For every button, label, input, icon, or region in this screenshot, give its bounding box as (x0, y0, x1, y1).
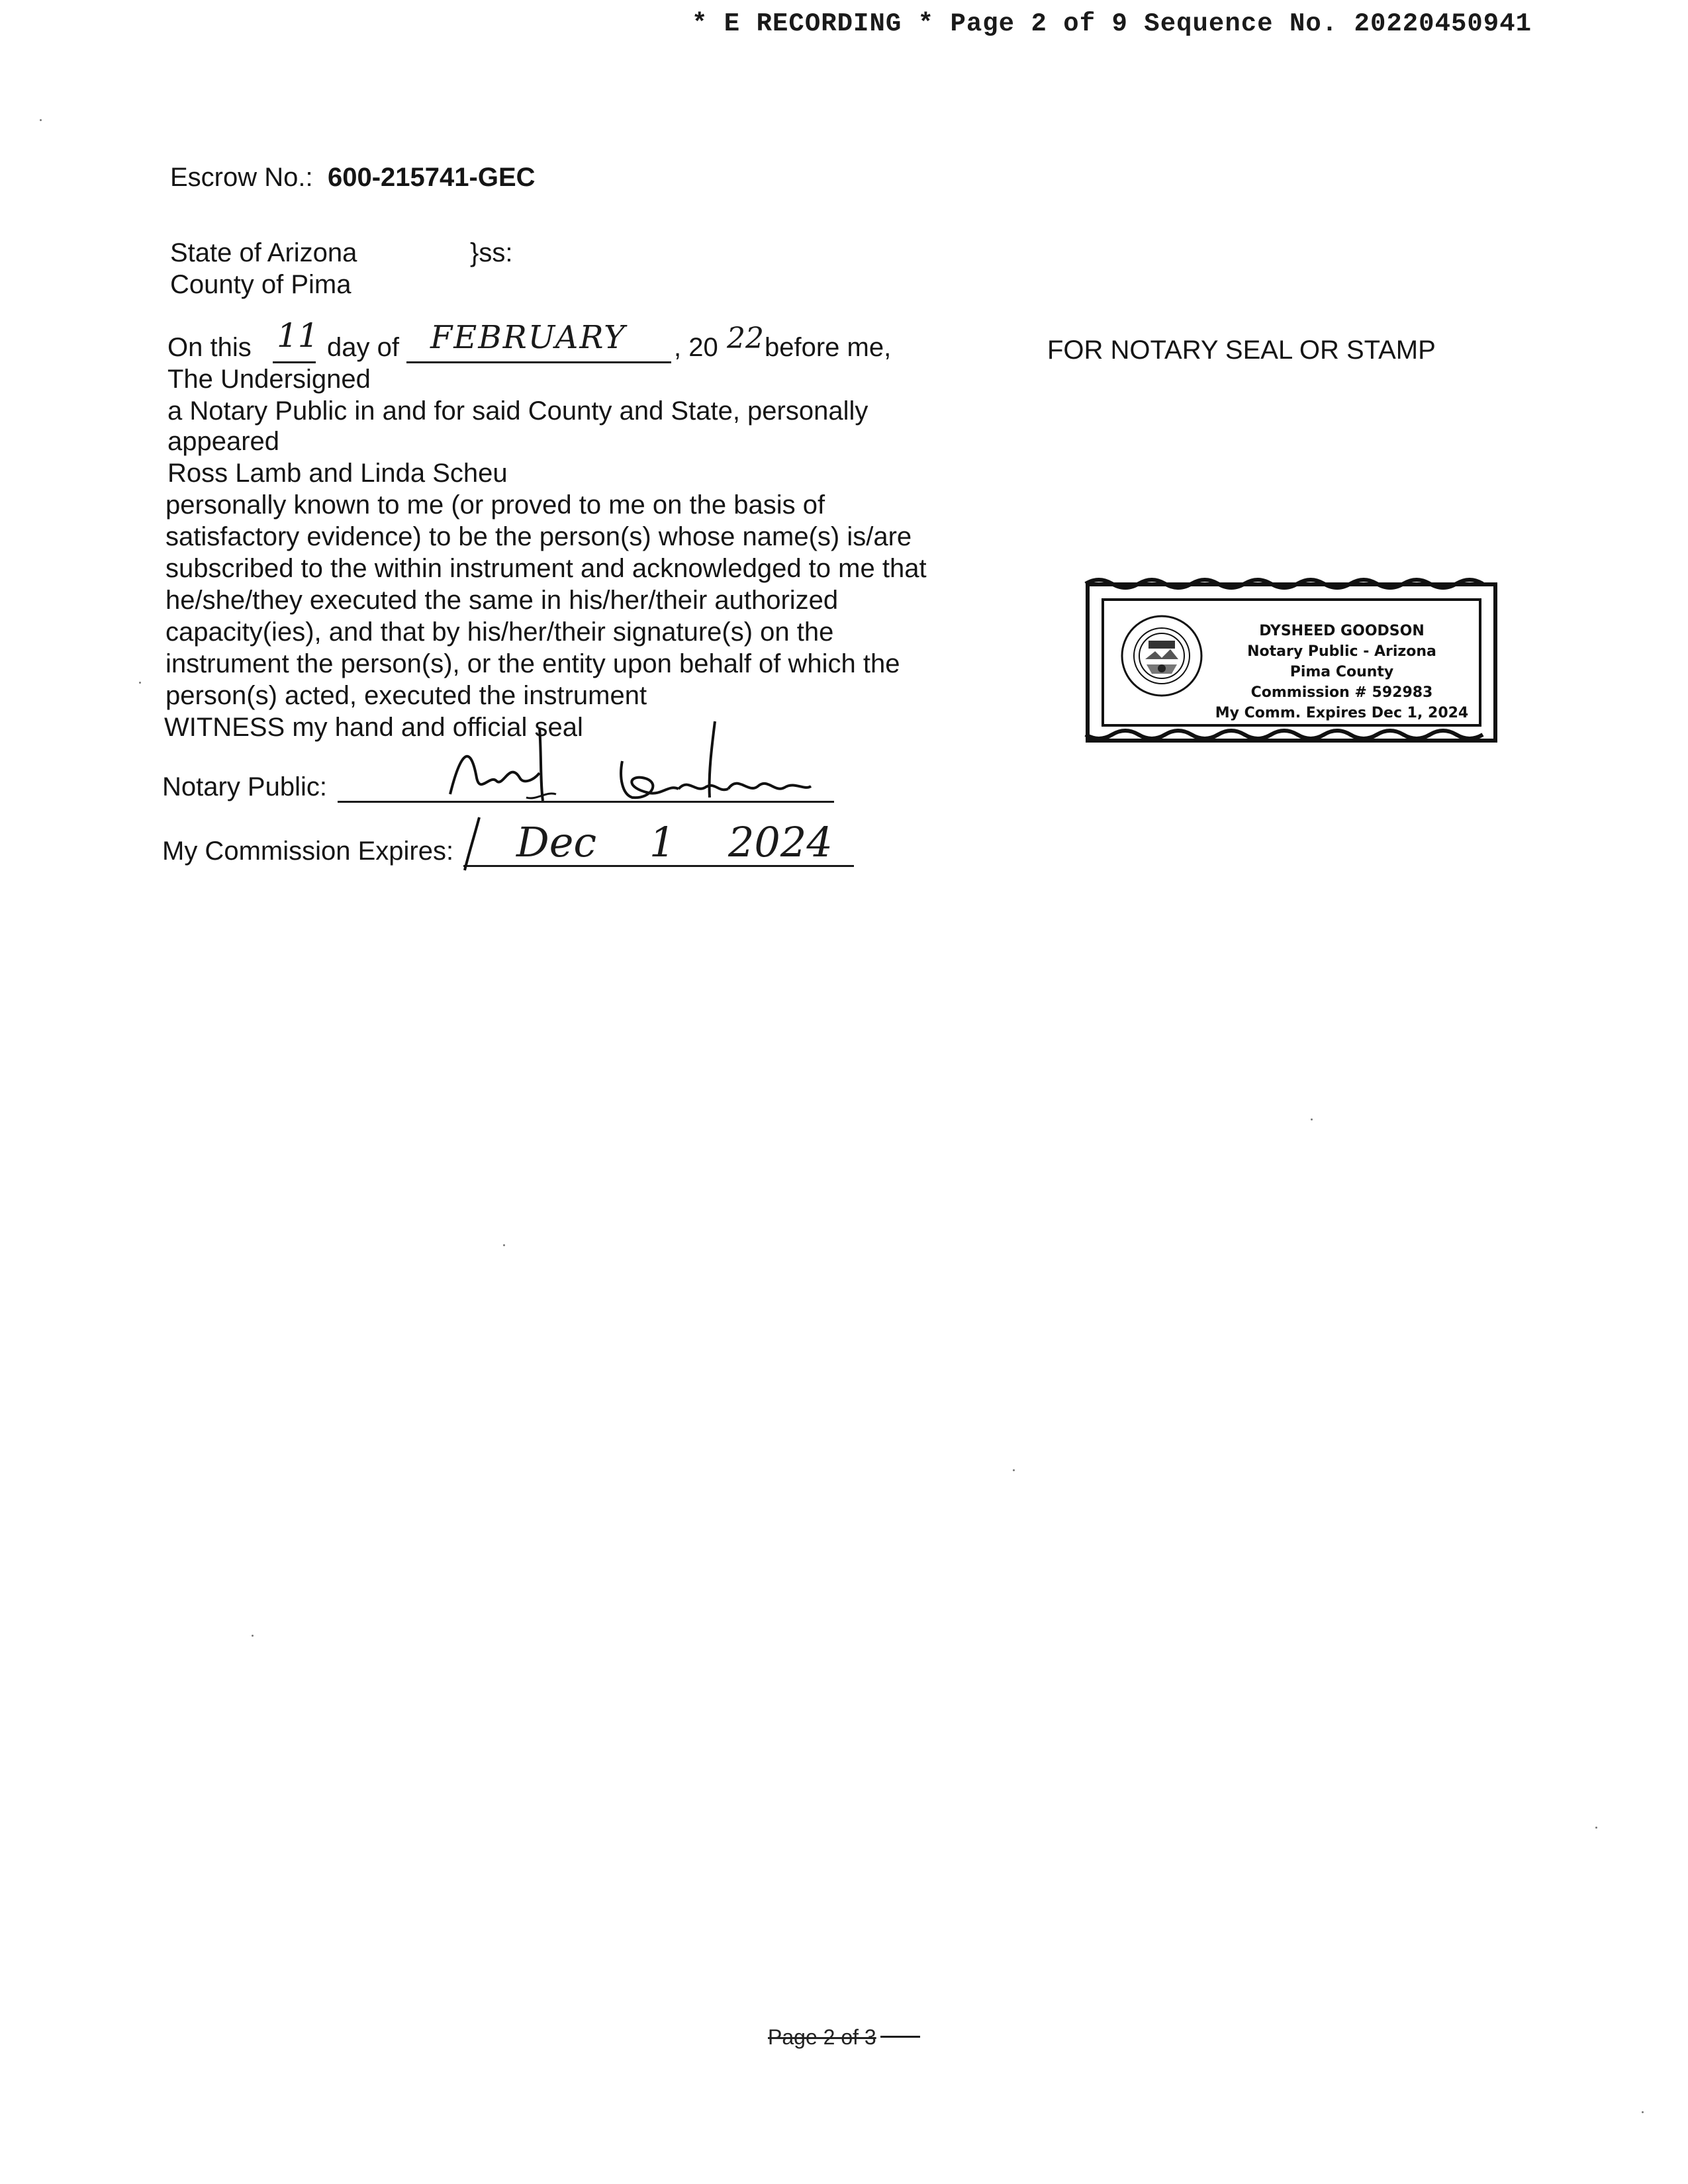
undersigned-text: The Undersigned (167, 365, 371, 394)
month-blank-line (406, 361, 671, 363)
year-prefix: , 20 (674, 333, 718, 362)
stamp-notary-title: Notary Public - Arizona (1247, 643, 1436, 660)
month-handwritten: FEBRUARY (430, 319, 626, 356)
notary-seal-label: FOR NOTARY SEAL OR STAMP (1047, 336, 1436, 365)
notary-signature (424, 715, 834, 814)
commission-handwritten: Dec 1 2024 (516, 818, 833, 866)
before-me-text: before me, (765, 333, 892, 362)
scan-speck (1642, 2111, 1644, 2113)
stamp-wavy-edge (1079, 573, 1496, 745)
scan-speck (139, 682, 141, 684)
on-this-text: On this (167, 333, 252, 362)
stamp-expires: My Comm. Expires Dec 1, 2024 (1215, 705, 1469, 721)
scan-speck (1013, 1469, 1015, 1471)
body-line-2: satisfactory evidence) to be the person(s) whose name(s) is/are (165, 522, 912, 551)
scan-speck (503, 1244, 505, 1246)
stamp-notary-name: DYSHEED GOODSON (1259, 623, 1425, 639)
appeared-names: Ross Lamb and Linda Scheu (167, 459, 508, 488)
escrow-label: Escrow No.: (170, 163, 313, 192)
day-of-text: day of (327, 333, 399, 362)
footer-strike-tail (880, 2036, 920, 2038)
body-line-3: subscribed to the within instrument and acknowledged to me that (165, 554, 927, 583)
witness-line: WITNESS my hand and official seal (164, 713, 583, 742)
scan-speck (252, 1635, 254, 1637)
recording-header: * E RECORDING * Page 2 of 9 Sequence No. 20220450941 (692, 9, 1532, 38)
day-handwritten: 11 (277, 316, 319, 355)
stamp-county: Pima County (1289, 664, 1394, 680)
notary-line-2: appeared (167, 427, 280, 456)
body-line-1: personally known to me (or proved to me on the basis of (165, 490, 825, 520)
commission-expires-label: My Commission Expires: (162, 837, 454, 866)
body-line-4: he/she/they executed the same in his/her/their authorized (165, 586, 839, 615)
scan-speck (1595, 1827, 1597, 1829)
commission-stroke-mark (461, 814, 487, 874)
stamp-commission: Commission # 592983 (1250, 684, 1433, 701)
body-line-6: instrument the person(s), or the entity upon behalf of which the (165, 649, 900, 678)
scan-speck (1311, 1118, 1313, 1120)
escrow-number: 600-215741-GEC (328, 163, 536, 192)
scan-speck (40, 119, 42, 121)
venue-state: State of Arizona (170, 238, 357, 267)
year-handwritten: 22 (727, 322, 764, 355)
body-line-7: person(s) acted, executed the instrument (165, 681, 647, 710)
body-line-5: capacity(ies), and that by his/her/their signature(s) on the (165, 617, 834, 647)
notary-line-1: a Notary Public in and for said County and State, personally (167, 396, 868, 426)
page-footer: Page 2 of 3 (768, 2025, 876, 2049)
notary-public-label: Notary Public: (162, 772, 327, 801)
venue-county: County of Pima (170, 270, 352, 299)
venue-ss: }ss: (470, 238, 513, 267)
